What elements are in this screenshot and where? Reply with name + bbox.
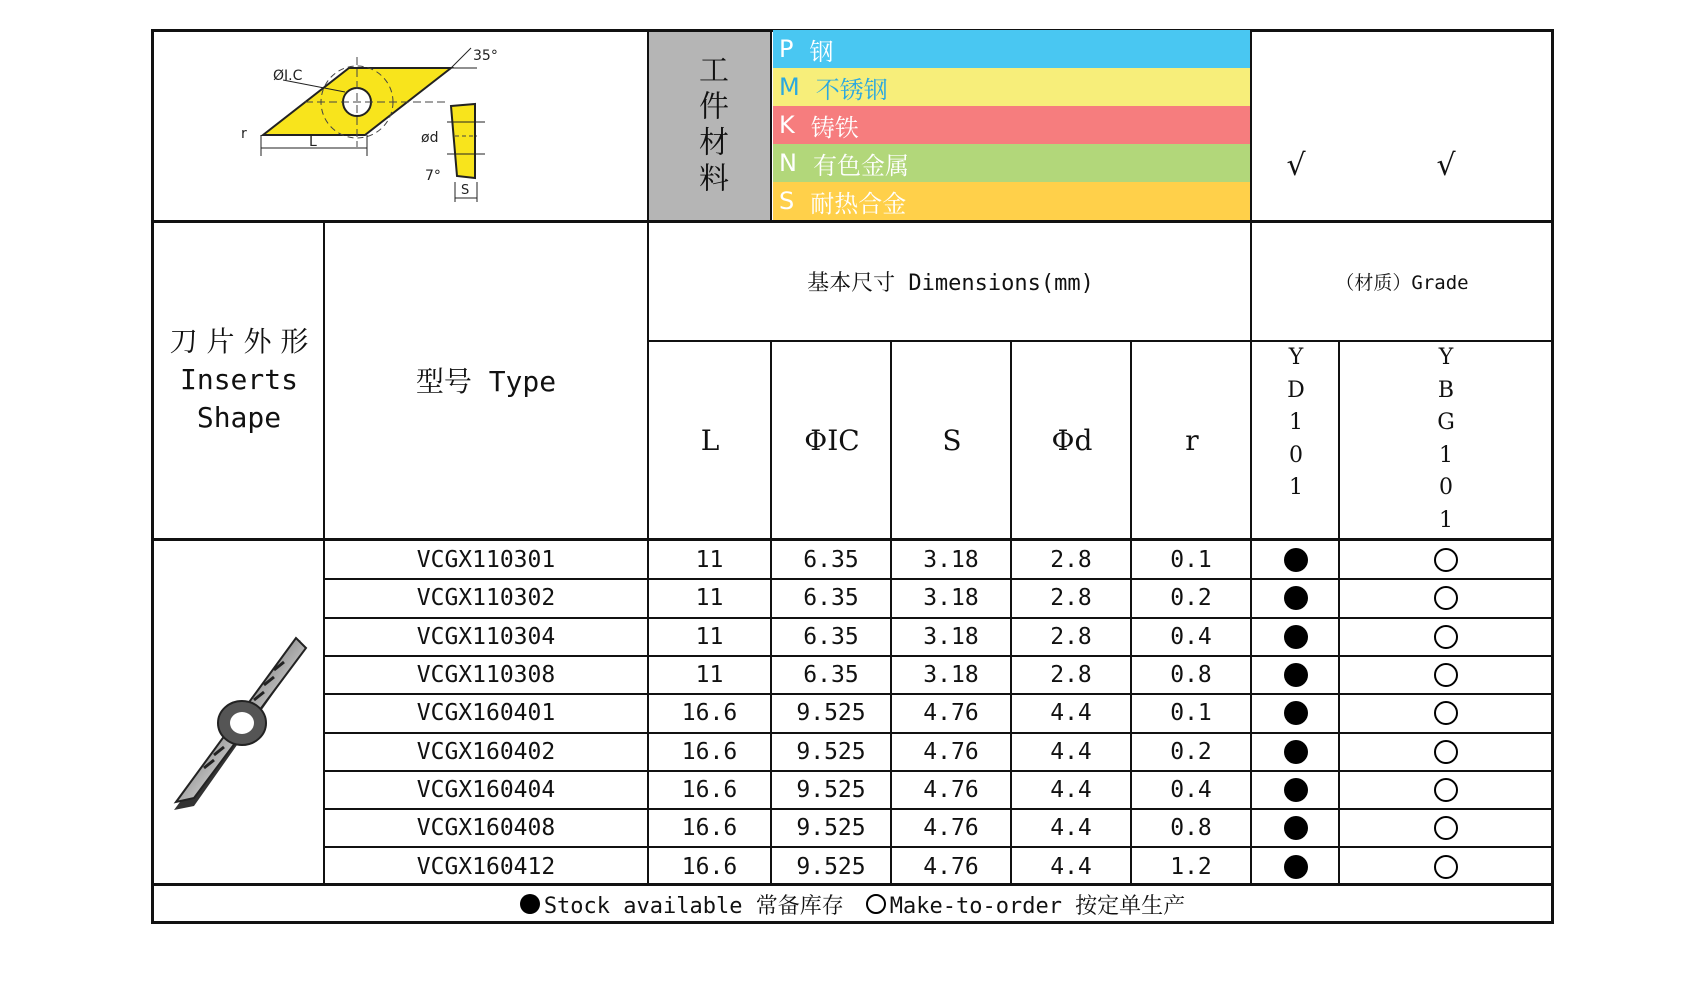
grid-line xyxy=(1130,340,1132,885)
cell-type: VCGX160412 xyxy=(416,853,556,880)
grade-cell-g1 xyxy=(1252,579,1340,617)
grade-letter: Y xyxy=(1438,345,1454,370)
material-code: K xyxy=(779,111,795,139)
grade-cell-g2 xyxy=(1340,579,1552,617)
cell-l: 16.6 xyxy=(681,776,738,803)
cell-d: 4.4 xyxy=(1050,776,1092,803)
grid-line xyxy=(151,538,1554,541)
order-ring-icon xyxy=(1434,586,1458,610)
legend xyxy=(154,886,1551,922)
grid-line xyxy=(1010,340,1012,885)
material-code: N xyxy=(779,149,797,177)
grade-cell-g2 xyxy=(1340,847,1552,885)
grade-letter: G xyxy=(1437,410,1455,435)
cell-ic: 6.35 xyxy=(803,547,859,574)
grade-header-ybg101 xyxy=(1340,342,1552,538)
order-ring-icon xyxy=(1434,625,1458,649)
grade-letter: 0 xyxy=(1289,442,1303,468)
cell-ic: 6.35 xyxy=(803,585,859,612)
diagram-l-label: L xyxy=(309,134,317,150)
legend-stock-text: Stock available 常备库存 xyxy=(543,893,844,919)
grid-line xyxy=(323,655,1554,657)
cell-d: 2.8 xyxy=(1050,623,1092,650)
grid-line xyxy=(1250,29,1252,885)
grid-line xyxy=(323,693,1554,695)
material-label-cell xyxy=(649,32,771,220)
grade-cell-g1 xyxy=(1252,809,1340,847)
cell-d: 4.4 xyxy=(1050,738,1092,765)
cell-s: 3.18 xyxy=(923,585,979,612)
insert-diagram xyxy=(155,32,647,220)
cell-s: 3.18 xyxy=(923,662,979,689)
cell-ic: 9.525 xyxy=(796,776,866,803)
cell-d: 4.4 xyxy=(1050,815,1092,842)
grade-letter: 1 xyxy=(1439,442,1453,468)
material-name: 耐热合金 xyxy=(810,189,907,218)
grade-cell-g2 xyxy=(1340,656,1552,694)
order-ring-icon xyxy=(1434,740,1458,764)
stock-dot-icon xyxy=(1284,701,1308,725)
cell-type: VCGX160408 xyxy=(416,815,556,842)
material-name: 铸铁 xyxy=(810,113,859,142)
grid-line xyxy=(323,578,1554,580)
grade-letter: 1 xyxy=(1289,475,1303,500)
cell-type: VCGX110302 xyxy=(416,585,556,612)
grade-cell-g2 xyxy=(1340,694,1552,732)
stock-dot-icon xyxy=(1284,625,1308,649)
cell-d: 2.8 xyxy=(1050,662,1092,689)
cell-l: 11 xyxy=(695,585,724,612)
material-name: 有色金属 xyxy=(812,151,909,180)
diagram-d-label: ød xyxy=(421,130,439,146)
cell-l: 11 xyxy=(695,662,724,689)
type-header: 型号 Type xyxy=(415,365,557,398)
grid-line xyxy=(770,340,772,885)
cell-l: 11 xyxy=(695,547,724,574)
order-ring-icon xyxy=(1434,778,1458,802)
stock-dot-icon xyxy=(1284,816,1308,840)
stock-dot-icon xyxy=(1284,778,1308,802)
grid-line xyxy=(770,29,772,220)
stock-dot-icon xyxy=(1284,740,1308,764)
cell-d: 4.4 xyxy=(1050,700,1092,727)
cell-d: 4.4 xyxy=(1050,853,1092,880)
cell-ic: 9.525 xyxy=(796,700,866,727)
cell-r: 0.2 xyxy=(1170,738,1212,765)
cell-ic: 6.35 xyxy=(803,662,859,689)
grade-cell-g2 xyxy=(1340,541,1552,579)
cell-s: 3.18 xyxy=(923,623,979,650)
material-name: 钢 xyxy=(809,37,834,66)
grade-cell-g1 xyxy=(1252,694,1340,732)
grid-line xyxy=(323,808,1554,810)
grid-line xyxy=(890,340,892,885)
material-name: 不锈钢 xyxy=(815,75,888,104)
material-row-m xyxy=(773,68,1252,106)
cell-s: 3.18 xyxy=(923,547,979,574)
grid-line xyxy=(647,29,649,885)
cell-type: VCGX160402 xyxy=(416,738,556,765)
diagram-r-label: r xyxy=(241,126,247,142)
grade-cell-g1 xyxy=(1252,541,1340,579)
dim-header-l: L xyxy=(700,423,720,457)
cell-r: 0.4 xyxy=(1170,623,1212,650)
cell-l: 16.6 xyxy=(681,853,738,880)
diagram-clearance-label: 7° xyxy=(425,168,441,184)
cell-s: 4.76 xyxy=(923,853,979,880)
grid-line xyxy=(649,340,1554,342)
cell-d: 2.8 xyxy=(1050,547,1092,574)
cell-ic: 9.525 xyxy=(796,738,866,765)
cell-d: 2.8 xyxy=(1050,585,1092,612)
grade-letter: D xyxy=(1287,377,1305,403)
shape-label-cn: 刀 片 外 形 xyxy=(169,325,309,358)
check-mark-yd101: √ xyxy=(1286,147,1306,183)
cell-type: VCGX160404 xyxy=(416,776,556,803)
stock-dot-icon xyxy=(1284,663,1308,687)
material-row-k xyxy=(773,106,1252,144)
cell-s: 4.76 xyxy=(923,738,979,765)
shape-header xyxy=(154,222,324,538)
stock-dot-icon xyxy=(1284,548,1308,572)
material-code: P xyxy=(779,35,794,63)
order-ring-icon xyxy=(1434,663,1458,687)
order-ring-icon xyxy=(1434,701,1458,725)
grid-line xyxy=(323,846,1554,848)
grade-cell-g1 xyxy=(1252,771,1340,809)
grade-letter: 1 xyxy=(1439,507,1453,533)
grid-line xyxy=(323,220,325,885)
cell-r: 0.8 xyxy=(1170,815,1212,842)
diagram-angle-label: 35° xyxy=(473,48,498,64)
grade-letter: B xyxy=(1437,377,1455,403)
dim-header-s: S xyxy=(942,423,962,457)
grade-letter: Y xyxy=(1288,345,1304,370)
cell-s: 4.76 xyxy=(923,700,979,727)
material-row-s xyxy=(773,182,1252,220)
cell-l: 11 xyxy=(695,623,724,650)
cell-l: 16.6 xyxy=(681,815,738,842)
insert-photo xyxy=(154,540,324,884)
material-row-n xyxy=(773,144,1252,182)
material-row-p xyxy=(773,30,1252,68)
cell-r: 1.2 xyxy=(1170,853,1212,880)
grade-cell-g1 xyxy=(1252,733,1340,771)
cell-r: 0.1 xyxy=(1170,547,1212,574)
cell-l: 16.6 xyxy=(681,738,738,765)
grade-cell-g1 xyxy=(1252,618,1340,656)
stock-dot-icon xyxy=(1284,855,1308,879)
dim-header-ic: ΦIC xyxy=(804,423,860,457)
diagram-s-label: S xyxy=(461,183,470,198)
stock-dot-icon xyxy=(1284,586,1308,610)
grid-line xyxy=(151,220,1554,223)
diagram-ic-label: ØI.C xyxy=(273,68,303,84)
grid-line xyxy=(323,617,1554,619)
grade-header-yd101 xyxy=(1252,342,1340,538)
material-label: 工件材料 xyxy=(693,54,728,198)
cell-ic: 9.525 xyxy=(796,853,866,880)
order-ring-icon xyxy=(866,894,886,914)
dim-header-d: Φd xyxy=(1051,423,1093,457)
dim-header-r: r xyxy=(1185,423,1199,457)
cell-type: VCGX110308 xyxy=(416,662,556,689)
grid-line xyxy=(323,770,1554,772)
order-ring-icon xyxy=(1434,816,1458,840)
cell-r: 0.8 xyxy=(1170,662,1212,689)
check-mark-ybg101: √ xyxy=(1436,147,1456,183)
grade-cell-g2 xyxy=(1340,809,1552,847)
grade-cell-g1 xyxy=(1252,656,1340,694)
grid-line xyxy=(151,883,1554,886)
cell-ic: 6.35 xyxy=(803,623,859,650)
cell-type: VCGX110301 xyxy=(416,547,556,574)
grid-line xyxy=(323,732,1554,734)
cell-type: VCGX160401 xyxy=(416,700,556,727)
cell-r: 0.2 xyxy=(1170,585,1212,612)
grade-letter: 1 xyxy=(1289,410,1303,435)
cell-ic: 9.525 xyxy=(796,815,866,842)
legend-order-text: Make-to-order 按定单生产 xyxy=(889,893,1186,919)
order-ring-icon xyxy=(1434,548,1458,572)
cell-type: VCGX110304 xyxy=(416,623,556,650)
cell-l: 16.6 xyxy=(681,700,738,727)
cell-s: 4.76 xyxy=(923,815,979,842)
grade-header: （材质）Grade xyxy=(1335,271,1469,294)
shape-label-en-2: Shape xyxy=(196,401,282,434)
grade-cell-g2 xyxy=(1340,771,1552,809)
cell-r: 0.1 xyxy=(1170,700,1212,727)
grade-cell-g2 xyxy=(1340,733,1552,771)
grade-cell-g1 xyxy=(1252,847,1340,885)
order-ring-icon xyxy=(1434,855,1458,879)
cell-r: 0.4 xyxy=(1170,776,1212,803)
material-code: M xyxy=(779,73,800,101)
grade-letter: 0 xyxy=(1439,475,1453,500)
grade-cell-g2 xyxy=(1340,618,1552,656)
cell-s: 4.76 xyxy=(923,776,979,803)
material-code: S xyxy=(779,187,795,215)
dimensions-header: 基本尺寸 Dimensions(mm) xyxy=(807,270,1094,296)
stock-dot-icon xyxy=(520,894,540,914)
shape-label-en-1: Inserts xyxy=(179,363,298,396)
grid-line xyxy=(1338,340,1340,885)
